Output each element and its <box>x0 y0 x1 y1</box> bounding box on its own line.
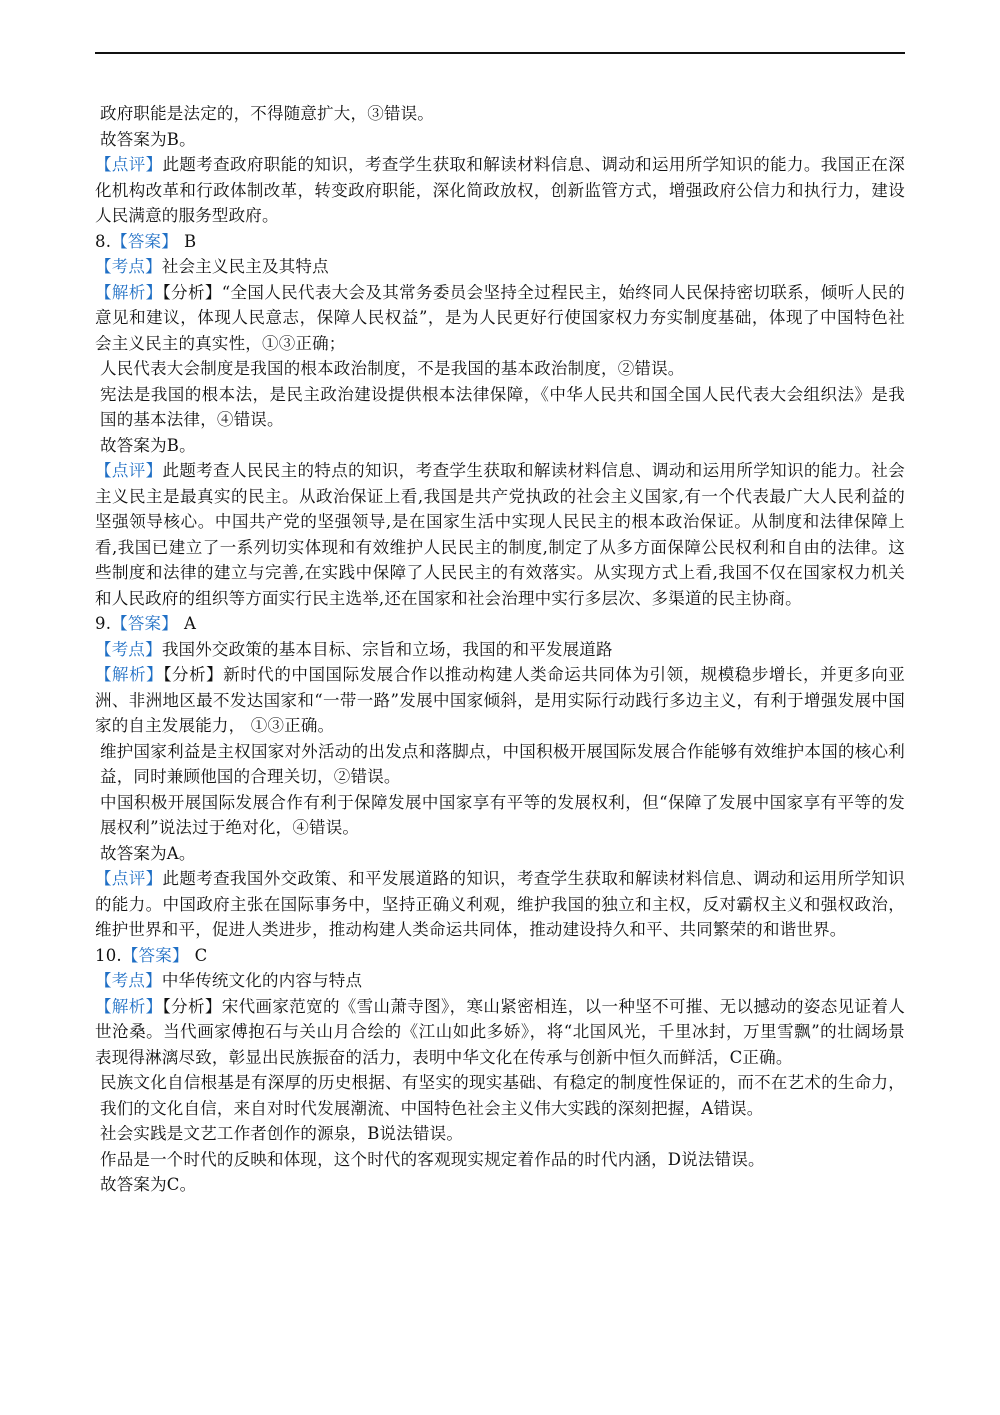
q8-answer-value: B <box>183 231 197 251</box>
q8-kaodian-text: 社会主义民主及其特点 <box>161 257 329 276</box>
answer-label: 【答案】 <box>111 231 178 251</box>
q7-comment-text: 此题考查政府职能的知识，考查学生获取和解读材料信息、调动和运用所学知识的能力。我国正在深化机构改革和行政体制改革，转变政府职能，深化简政放权，创新监管方式，增强政府公信力和执行力，建设人民满意的服务型政府。 <box>95 155 905 225</box>
header-rule <box>95 52 905 54</box>
q10-answer-value: C <box>194 945 208 965</box>
q8-kaodian <box>95 254 905 280</box>
comment-label: 【点评】 <box>95 155 163 174</box>
q7-comment <box>95 152 905 229</box>
q8-analysis <box>95 280 905 357</box>
q9-answer <box>95 611 905 637</box>
q9-analysis-p2: 维护国家利益是主权国家对外活动的出发点和落脚点，中国积极开展国际发展合作能够有效维护本国的核心利益，同时兼顾他国的合理关切，②错误。 <box>100 741 905 786</box>
q8-comment <box>95 458 905 611</box>
jiexi-label: 【解析】 <box>95 996 163 1016</box>
q8-analysis-p2: 人民代表大会制度是我国的根本政治制度，不是我国的基本政治制度，②错误。 <box>100 359 685 378</box>
jiexi-label: 【解析】 <box>95 282 163 302</box>
kaodian-label: 【考点】 <box>95 257 162 276</box>
q9-answer-value: A <box>183 614 197 633</box>
q9-number: 9. <box>95 614 112 633</box>
comment-label: 【点评】 <box>95 869 163 888</box>
q10-analysis-p3: 社会实践是文艺工作者创作的源泉，B说法错误。 <box>100 1124 464 1143</box>
q10-kaodian <box>95 968 905 994</box>
q8-analysis-p3: 宪法是我国的根本法，是民主政治建设提供根本法律保障，《中华人民共和国全国人民代表大会组织法》是我国的基本法律，④错误。 <box>100 384 905 429</box>
q10-answer <box>95 943 905 969</box>
q9-analysis <box>95 662 905 739</box>
q9-conclusion: 故答案为A。 <box>100 843 196 863</box>
document-body <box>95 101 905 1198</box>
kaodian-label: 【考点】 <box>95 971 162 990</box>
q8-answer <box>95 229 905 255</box>
answer-label: 【答案】 <box>121 945 189 965</box>
q10-analysis <box>95 994 905 1071</box>
q10-analysis-p4: 作品是一个时代的反映和体现，这个时代的客观现实规定着作品的时代内涵，D说法错误。 <box>100 1149 765 1169</box>
q9-analysis-p3: 中国积极开展国际发展合作有利于保障发展中国家享有平等的发展权利，但“保障了发展中国家享有平等的发展权利”说法过于绝对化，④错误。 <box>100 792 905 837</box>
q9-kaodian <box>95 637 905 663</box>
q8-conclusion: 故答案为B。 <box>100 435 196 455</box>
q7-tail-line: 政府职能是法定的，不得随意扩大，③错误。 <box>100 104 434 123</box>
q10-number: 10. <box>95 945 122 965</box>
fenxi-label: 【分析】 <box>162 996 222 1016</box>
answer-label: 【答案】 <box>111 614 178 633</box>
fenxi-label: 【分析】 <box>163 665 224 684</box>
q10-conclusion: 故答案为C。 <box>100 1175 197 1194</box>
q9-kaodian-text: 我国外交政策的基本目标、宗旨和立场，我国的和平发展道路 <box>161 639 613 659</box>
q8-number: 8. <box>95 231 112 251</box>
comment-label: 【点评】 <box>95 461 163 480</box>
q8-comment-text: 此题考查人民民主的特点的知识，考查学生获取和解读材料信息、调动和运用所学知识的能力。社会主义民主是最真实的民主。从政治保证上看,我国是共产党执政的社会主义国家,有一个代表最广大人民利益的坚强领导核心。中国共产党的坚强领导,是在国家生活中实现人民民主的根本政治保证。从制度和法律保障上看,我国已建立了一系列切实体现和有效维护人民民主的制度,制定了从多方面保障公民权利和自由的法律。这些制度和法律的建立与完善,在实践中保障了人民民主的有效落实。从实现方式上看,我国不仅在国家权力机关和人民政府的组织等方面实行民主选举,还在国家和社会治理中实行多层次、多渠道的民主协商。 <box>95 461 905 608</box>
kaodian-label: 【考点】 <box>95 639 162 659</box>
jiexi-label: 【解析】 <box>95 665 164 684</box>
q9-comment <box>95 866 905 943</box>
q9-analysis-p1: 新时代的中国国际发展合作以推动构建人类命运共同体为引领，规模稳步增长，并更多向亚洲、非洲地区最不发达国家和“一带一路”发展中国家倾斜，是用实际行动践行多边主义，有利于增强发展中国家的自主发展能力， ①③正确。 <box>95 665 905 735</box>
q8-analysis-p1: “全国人民代表大会及其常务委员会坚持全过程民主，始终同人民保持密切联系，倾听人民的意见和建议，体现人民意志，保障人民权益”，是为人民更好行使国家权力夯实制度基础，体现了中国特色社会主义民主的真实性，①③正确； <box>95 282 905 353</box>
fenxi-label: 【分析】 <box>162 282 222 302</box>
q9-comment-text: 此题考查我国外交政策、和平发展道路的知识，考查学生获取和解读材料信息、调动和运用所学知识的能力。中国政府主张在国际事务中，坚持正确义利观，维护我国的独立和主权，反对霸权主义和强权政治，维护世界和平，促进人类进步，推动构建人类命运共同体，推动建设持久和平、共同繁荣的和谐世界。 <box>95 869 905 939</box>
q7-conclusion: 故答案为B。 <box>100 129 196 149</box>
q10-analysis-p1: 宋代画家范宽的《雪山萧寺图》，寒山紧密相连，以一种坚不可摧、无以撼动的姿态见证着人世沧桑。当代画家傅抱石与关山月合绘的《江山如此多娇》，将“北国风光，千里冰封，万里雪飘”的壮阔场景表现得淋漓尽致，彰显出民族振奋的活力，表明中华文化在传承与创新中恒久而鲜活，C正确。 <box>95 996 905 1067</box>
q10-analysis-p2: 民族文化自信根基是有深厚的历史根据、有坚实的现实基础、有稳定的制度性保证的，而不在艺术的生命力，我们的文化自信，来自对时代发展潮流、中国特色社会主义伟大实践的深刻把握，A错误。 <box>100 1073 905 1118</box>
q10-kaodian-text: 中华传统文化的内容与特点 <box>161 971 363 990</box>
